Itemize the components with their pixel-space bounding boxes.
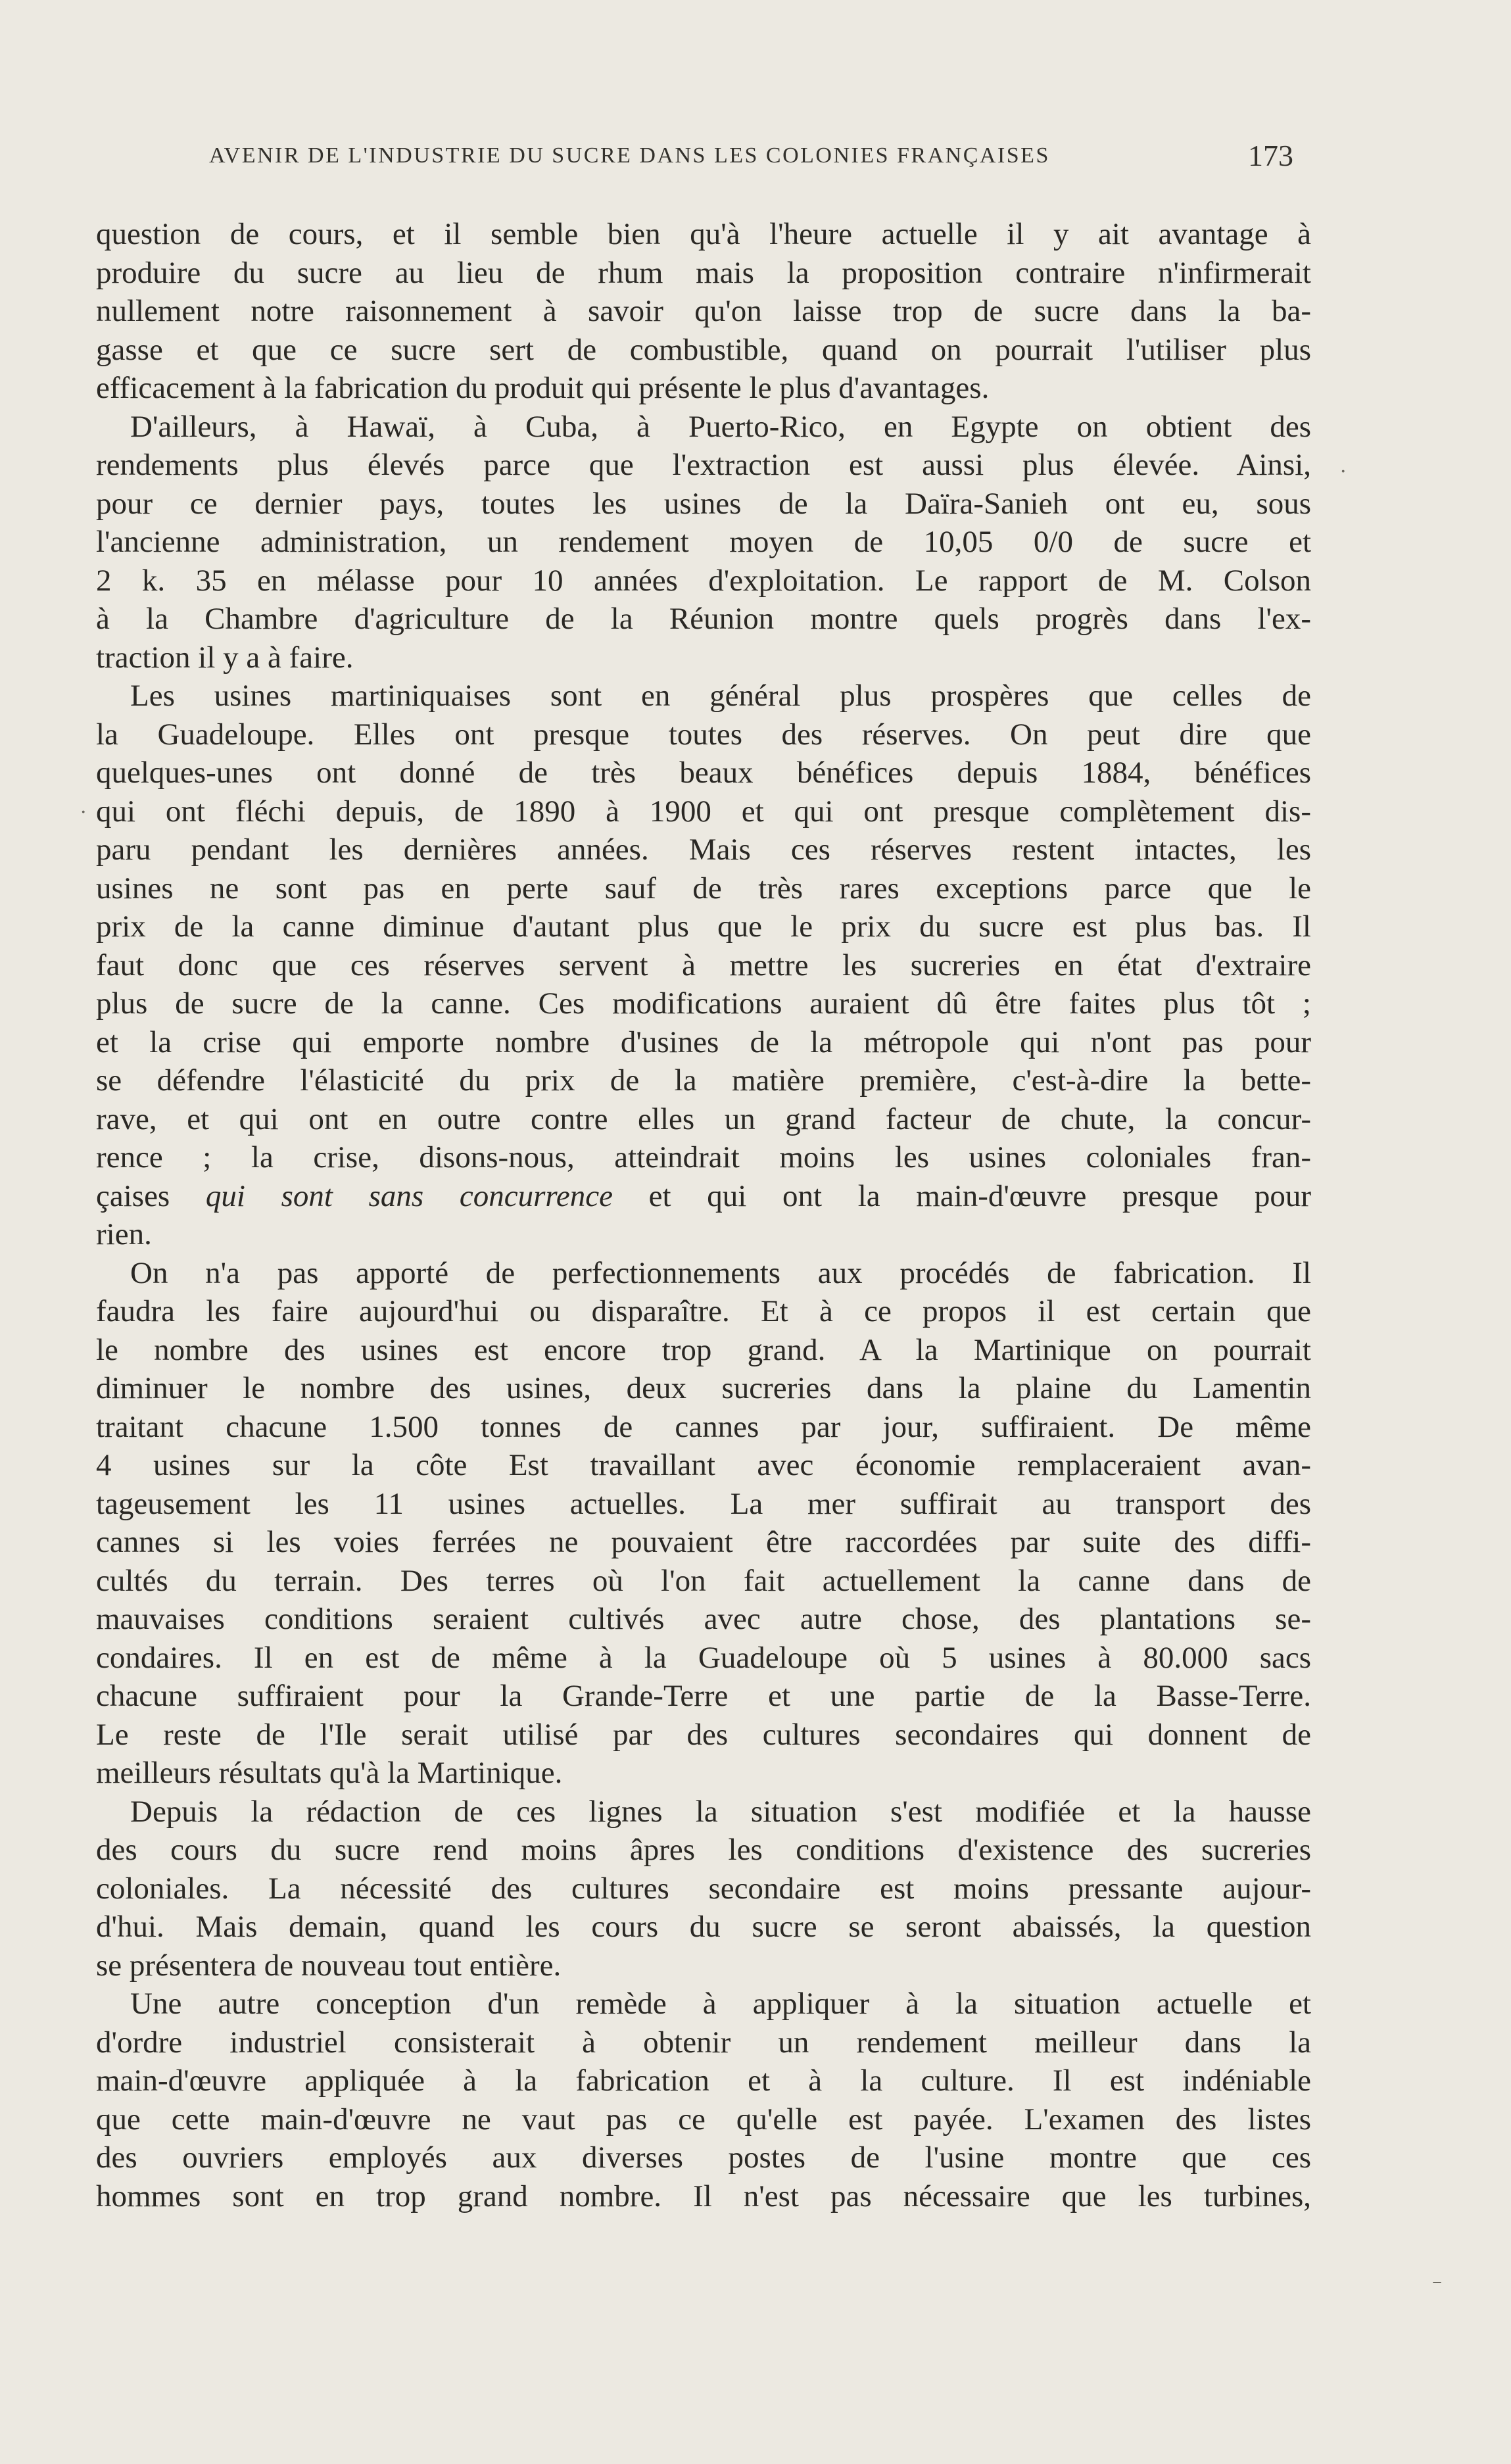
text-line: l'ancienne administration, un rendement moyen de 10,05 0/0 de sucre et (96, 525, 1311, 559)
text-line: des cours du sucre rend moins âpres les conditions d'existence des sucreries (96, 1833, 1311, 1867)
italic-phrase: qui sont sans concurrence (205, 1178, 613, 1213)
page-number: 173 (1248, 139, 1293, 172)
text-line: et la crise qui emporte nombre d'usines de la métropole qui n'ont pas pour (96, 1025, 1311, 1059)
text-line: traction il y a à faire. (96, 640, 354, 675)
text-line: hommes sont en trop grand nombre. Il n'est pas nécessaire que les turbines, (96, 2179, 1311, 2213)
text-line: se présentera de nouveau tout entière. (96, 1948, 562, 1983)
margin-speck: · (80, 801, 87, 824)
text-line: chacune suffiraient pour la Grande-Terre et une partie de la Basse-Terre. (96, 1679, 1311, 1713)
text-line: pour ce dernier pays, toutes les usines de la Daïra-Sanieh ont eu, sous (96, 486, 1311, 521)
text-line: main-d'œuvre appliquée à la fabrication et à la culture. Il est indéniable (96, 2064, 1311, 2098)
text-line: mauvaises conditions seraient cultivés avec autre chose, des plantations se- (96, 1602, 1311, 1636)
text-line: que cette main-d'œuvre ne vaut pas ce qu'elle est payée. L'examen des listes (96, 2102, 1311, 2137)
text-line: tageusement les 11 usines actuelles. La mer suffirait au transport des (96, 1486, 1311, 1521)
text-line: usines ne sont pas en perte sauf de très rares exceptions parce que le (96, 871, 1311, 906)
text-line: à la Chambre d'agriculture de la Réunion montre quels progrès dans l'ex- (96, 602, 1311, 636)
text-line: efficacement à la fabrication du produit qui présente le plus d'avantages. (96, 371, 990, 405)
text-line: rendements plus élevés parce que l'extraction est aussi plus élevée. Ainsi, (96, 448, 1311, 482)
text-line: 2 k. 35 en mélasse pour 10 années d'exploitation. Le rapport de M. Colson (96, 563, 1311, 598)
text-line: question de cours, et il semble bien qu'à l'heure actuelle il y ait avantage à (96, 217, 1311, 251)
text-line: Le reste de l'Ile serait utilisé par des cultures secondaires qui donnent de (96, 1717, 1311, 1752)
running-head: AVENIR DE L'INDUSTRIE DU SUCRE DANS LES COLONIES FRANÇAISES (209, 143, 1050, 168)
text-line: coloniales. La nécessité des cultures secondaire est moins pressante aujour- (96, 1871, 1311, 1906)
text-line: On n'a pas apporté de perfectionnements aux procédés de fabrication. Il (130, 1255, 1311, 1290)
text-line: diminuer le nombre des usines, deux sucreries dans la plaine du Lamentin (96, 1371, 1311, 1405)
text-line: prix de la canne diminue d'autant plus que le prix du sucre est plus bas. Il (96, 909, 1311, 944)
text-line: Une autre conception d'un remède à appliquer à la situation actuelle et (130, 1987, 1311, 2021)
text-line: cultés du terrain. Des terres où l'on fait actuellement la canne dans de (96, 1563, 1311, 1598)
margin-speck: · (1340, 460, 1347, 483)
text-line: plus de sucre de la canne. Ces modifications auraient dû être faites plus tôt ; (96, 986, 1311, 1021)
text-fragment: çaises (96, 1178, 206, 1213)
text-fragment: et qui ont la main-d'œuvre presque pour (613, 1178, 1311, 1213)
margin-speck: – (1432, 2270, 1442, 2293)
text-line: nullement notre raisonnement à savoir qu'on laisse trop de sucre dans la ba- (96, 294, 1311, 328)
text-line: rave, et qui ont en outre contre elles un grand facteur de chute, la concur- (96, 1101, 1311, 1136)
text-line: paru pendant les dernières années. Mais ces réserves restent intactes, les (96, 833, 1311, 867)
text-line: se défendre l'élasticité du prix de la matière première, c'est-à-dire la bette- (96, 1063, 1311, 1098)
body-text (96, 215, 1311, 2215)
text-line: faudra les faire aujourd'hui ou disparaître. Et à ce propos il est certain que (96, 1294, 1311, 1328)
text-line: la Guadeloupe. Elles ont presque toutes des réserves. On peut dire que (96, 717, 1311, 752)
text-line: 4 usines sur la côte Est travaillant avec économie remplaceraient avan- (96, 1448, 1311, 1482)
text-line: meilleurs résultats qu'à la Martinique. (96, 1756, 563, 1790)
text-line: gasse et que ce sucre sert de combustible, quand on pourrait l'utiliser plus (96, 332, 1311, 367)
text-line: d'ordre industriel consisterait à obtenir un rendement meilleur dans la (96, 2025, 1311, 2060)
text-line: d'hui. Mais demain, quand les cours du sucre se seront abaissés, la question (96, 1910, 1311, 1944)
text-line: rence ; la crise, disons-nous, atteindrait moins les usines coloniales fran- (96, 1140, 1311, 1174)
text-line: rien. (96, 1217, 152, 1251)
text-line-with-italic (96, 1177, 1311, 1216)
text-line: cannes si les voies ferrées ne pouvaient être raccordées par suite des diffi- (96, 1525, 1311, 1559)
text-line: faut donc que ces réserves servent à mettre les sucreries en état d'extraire (96, 948, 1311, 982)
text-line: qui ont fléchi depuis, de 1890 à 1900 et qui ont presque complètement dis- (96, 794, 1311, 829)
text-line: le nombre des usines est encore trop grand. A la Martinique on pourrait (96, 1332, 1311, 1367)
text-line: produire du sucre au lieu de rhum mais la proposition contraire n'infirmerait (96, 255, 1311, 290)
text-line: traitant chacune 1.500 tonnes de cannes par jour, suffiraient. De même (96, 1409, 1311, 1444)
text-line: D'ailleurs, à Hawaï, à Cuba, à Puerto-Rico, en Egypte on obtient des (130, 409, 1311, 444)
text-line: des ouvriers employés aux diverses postes de l'usine montre que ces (96, 2140, 1311, 2175)
text-line: condaires. Il en est de même à la Guadeloupe où 5 usines à 80.000 sacs (96, 1640, 1311, 1675)
text-line: quelques-unes ont donné de très beaux bénéfices depuis 1884, bénéfices (96, 756, 1311, 790)
text-line: Depuis la rédaction de ces lignes la situation s'est modifiée et la hausse (130, 1794, 1311, 1829)
text-line: Les usines martiniquaises sont en général plus prospères que celles de (130, 679, 1311, 713)
